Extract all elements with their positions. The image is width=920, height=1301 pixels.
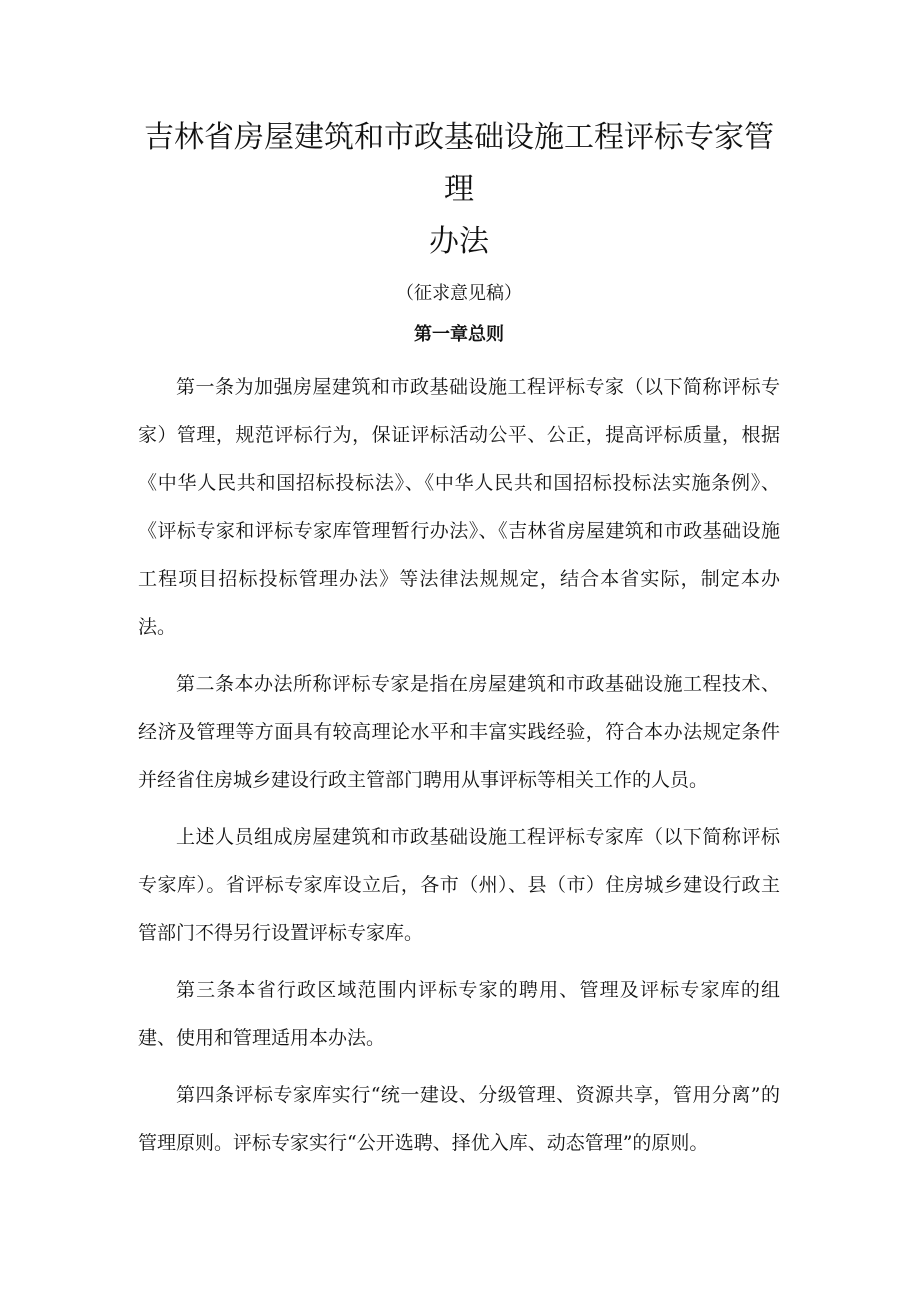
article-3-paragraph: 第三条本省行政区域范围内评标专家的聘用、管理及评标专家库的组建、使用和管理适用本办法。: [138, 979, 780, 1049]
document-title: [138, 112, 780, 268]
article-1-paragraph: 第一条为加强房屋建筑和市政基础设施工程评标专家（以下简称评标专家）管理，规范评标行为，保证评标活动公平、公正，提高评标质量，根据《中华人民共和国招标投标法》、《中华人民共和国招标投标法实施条例》、《评标专家和评标专家库管理暂行办法》、《吉林省房屋建筑和市政基础设施工程项目招标投标管理办法》等法律法规规定，结合本省实际，制定本办法。: [138, 376, 780, 638]
expert-pool-paragraph: 上述人员组成房屋建筑和市政基础设施工程评标专家库（以下简称评标专家库）。省评标专家库设立后，各市（州）、县（市）住房城乡建设行政主管部门不得另行设置评标专家库。: [138, 826, 780, 944]
document-subtitle: （征求意见稿）: [396, 283, 522, 304]
chapter-heading: 第一章总则: [414, 324, 504, 345]
article-4-paragraph: 第四条评标专家库实行“统一建设、分级管理、资源共享，管用分离”的管理原则。评标专家实行“公开选聘、择优入库、动态管理”的原则。: [138, 1084, 780, 1154]
document-title-line-2: 办法: [429, 224, 489, 259]
article-2-paragraph: 第二条本办法所称评标专家是指在房屋建筑和市政基础设施工程技术、经济及管理等方面具有较高理论水平和丰富实践经验，符合本办法规定条件并经省住房城乡建设行政主管部门聘用从事评标等相关工作的人员。: [138, 673, 780, 791]
document-title-line-1: 吉林省房屋建筑和市政基础设施工程评标专家管理: [144, 120, 774, 207]
